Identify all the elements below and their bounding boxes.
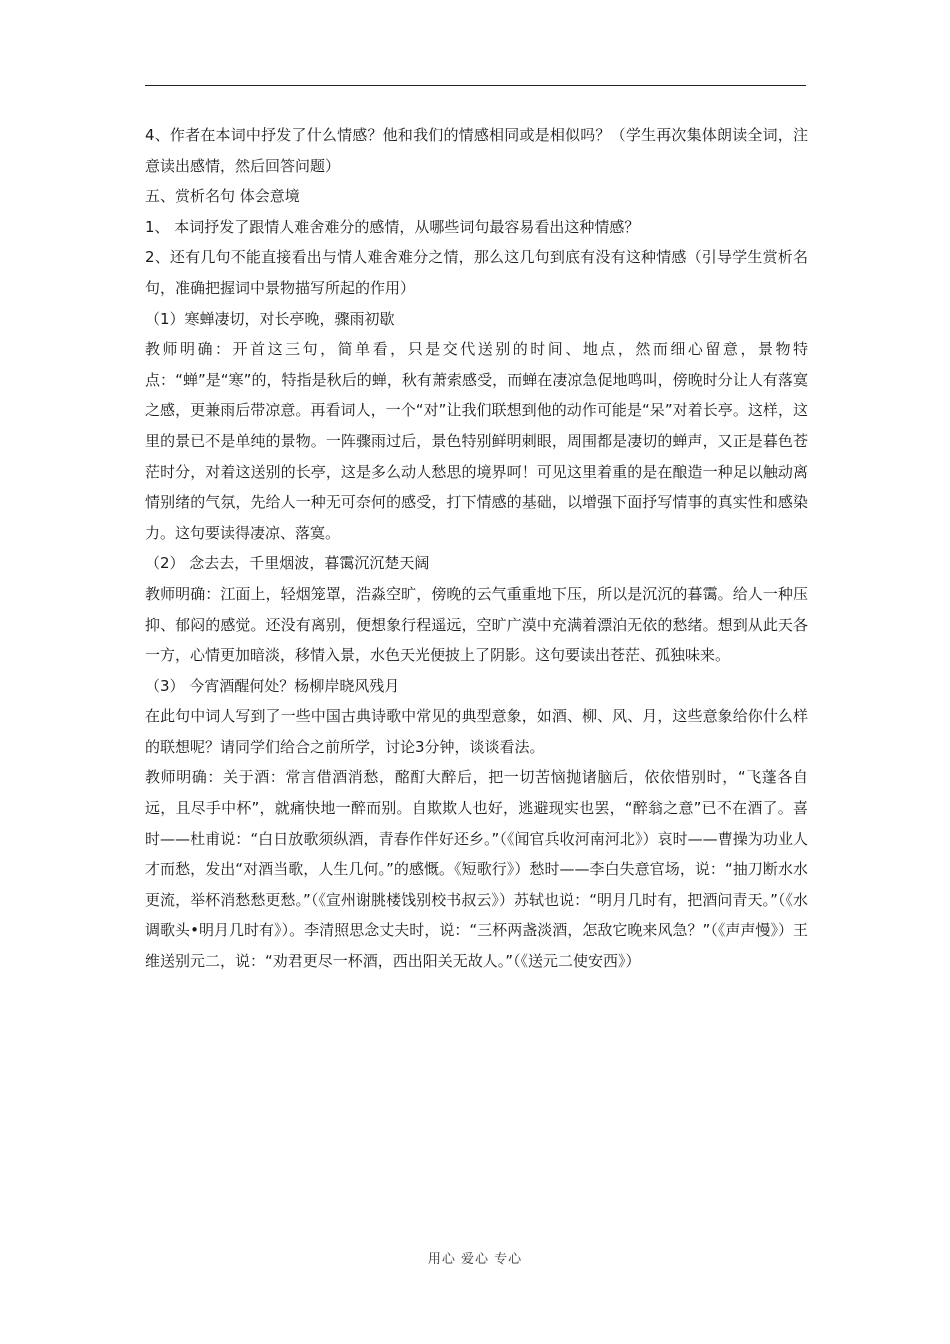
quote-3: （3） 今宵酒醒何处？杨柳岸晓风残月 [145, 676, 400, 695]
discussion-prompt: 在此句中词人写到了一些中国古典诗歌中常见的典型意象，如酒、柳、风、月，这些意象给你什么样的联想呢？请同学们给合之前所学，讨论3分钟，谈谈看法。 [145, 707, 808, 756]
document-body [145, 120, 808, 977]
quote-1: （1）寒蝉凄切，对长亭晚，骤雨初歇 [145, 309, 395, 328]
question-2: 2、还有几句不能直接看出与情人难舍难分之情，那么这几句到底有没有这种情感（引导学生赏析名句，准确把握词中景物描写所起的作用） [145, 248, 808, 297]
analysis-2: 教师明确：江面上，轻烟笼罩，浩淼空旷，傍晚的云气重重地下压，所以是沉沉的暮霭。给人一种压抑、郁闷的感觉。还没有离别，便想象行程遥远，空旷广漠中充满着漂泊无依的愁绪。想到从此天各一方，心情更加暗淡，移情入景，水色天光便披上了阴影。这句要读出苍茫、孤独味来。 [145, 584, 808, 665]
analysis-1: 教师明确：开首这三句，简单看，只是交代送别的时间、地点，然而细心留意，景物特点：“蝉”是“寒”的，特指是秋后的蝉，秋有萧索感受，而蝉在凄凉急促地鸣叫，傍晚时分让人有落寞之感，更兼雨后带凉意。再看词人，一个“对”让我们联想到他的动作可能是“呆”对着长亭。这样，这里的景已不是单纯的景物。一阵骤雨过后，景色特别鲜明刺眼，周围都是凄切的蝉声，又正是暮色苍茫时分，对着这送别的长亭，这是多么动人愁思的境界呵！可见这里着重的是在酿造一种足以触动离情别绪的气氛，先给人一种无可奈何的感受，打下情感的基础，以增强下面抒写情事的真实性和感染力。这句要读得凄凉、落寞。 [145, 340, 808, 542]
page-footer: 用心 爱心 专心 [427, 1252, 523, 1267]
analysis-3: 教师明确：关于酒：常言借酒消愁，酩酊大醉后，把一切苦恼抛诸脑后，依依惜别时，“飞蓬各自远，且尽手中杯”，就痛快地一醉而别。自欺欺人也好，逃避现实也罢，“醉翁之意”已不在酒了。喜时——杜甫说：“白日放歌须纵酒，青春作伴好还乡。”（《闻官兵收河南河北》）哀时——曹操为功业人才而愁，发出“对酒当歌，人生几何。”的感慨。《短歌行》）愁时——李白失意官场，说：“抽刀断水水更流，举杯消愁愁更愁。”（《宣州谢朓楼饯别校书叔云》）苏轼也说：“明月几时有，把酒问青天。”（《水调歌头•明月几时有》）。李清照思念丈夫时，说：“三杯两盏淡酒，怎敌它晚来风急？”（《声声慢》）王维送别元二，说：“劝君更尽一杯酒，西出阳关无故人。”（《送元二使安西》） [145, 768, 808, 971]
question-1: 1、 本词抒发了跟情人难舍难分的感情，从哪些词句最容易看出这种情感？ [145, 217, 640, 236]
quote-2: （2） 念去去，千里烟波，暮霭沉沉楚天阔 [145, 554, 430, 573]
header-rule [145, 85, 806, 86]
question-4: 4、作者在本词中抒发了什么情感？他和我们的情感相同或是相似吗？（学生再次集体朗读全词，注意读出感情，然后回答问题） [145, 126, 808, 175]
section-heading: 五、赏析名句 体会意境 [145, 187, 300, 206]
